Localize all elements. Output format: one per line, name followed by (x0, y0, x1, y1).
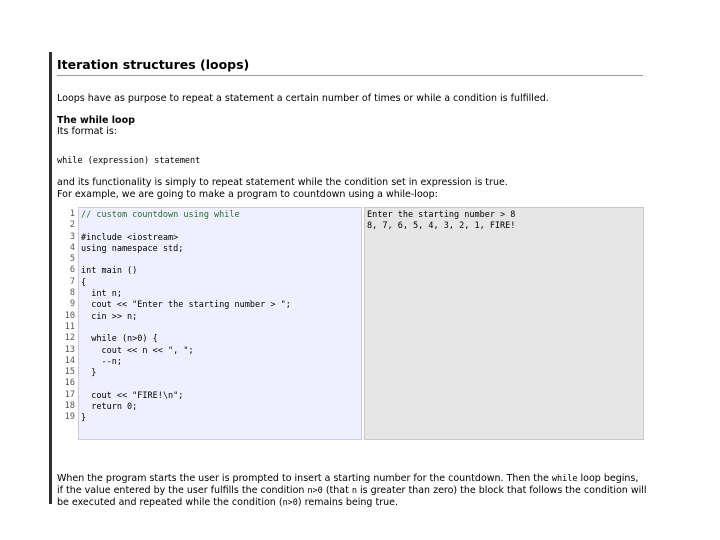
left-margin-rule (49, 52, 52, 504)
line-number: 3 (69, 231, 75, 242)
code-line: { (81, 277, 87, 288)
explanation-paragraph (57, 473, 647, 509)
inline-code: n>0 (282, 497, 298, 508)
format-text: Its format is: (57, 126, 118, 137)
footer-text: is greater than zero) the block that follows the condition will be executed and repeated while the condition ( (57, 484, 647, 508)
inline-code: n>0 (307, 485, 323, 496)
code-line: cin >> n; (81, 311, 138, 322)
code-line (81, 323, 291, 334)
code-line (81, 255, 291, 266)
code-line: cout << "Enter the starting number > "; (81, 300, 291, 311)
footer-text: loop begins, if the value entered by the user fulfills the condition (57, 472, 639, 496)
line-number: 10 (64, 310, 75, 321)
line-number: 8 (69, 288, 75, 299)
code-line: // custom countdown using while (81, 210, 240, 220)
code-line: using namespace std; (81, 243, 184, 254)
footer-text: (that (322, 484, 352, 496)
code-example (58, 207, 643, 440)
line-number: 1 (69, 209, 75, 219)
line-number: 4 (69, 242, 75, 253)
line-number: 6 (69, 265, 75, 276)
line-number: 13 (64, 344, 75, 355)
line-number: 15 (64, 367, 75, 378)
line-number: 17 (64, 389, 75, 400)
line-number: 11 (64, 321, 75, 332)
page-title: Iteration structures (loops) (57, 57, 643, 76)
code-line: } (81, 368, 97, 379)
code-line: int n; (81, 289, 122, 300)
code-line: while (n>0) { (81, 334, 158, 345)
code-line: cout << "FIRE!\n"; (81, 390, 184, 401)
code-line: --n; (81, 356, 122, 367)
code-line: return 0; (81, 402, 138, 413)
inline-code: n (351, 485, 357, 496)
inline-code: while (551, 473, 578, 484)
line-number: 2 (69, 220, 75, 231)
code-line (81, 379, 291, 390)
line-number: 12 (64, 333, 75, 344)
footer-text: ) remains being true. (297, 496, 398, 508)
code-line: cout << n << ", "; (81, 345, 194, 356)
code-line: #include <iostream> (81, 232, 179, 243)
code-line: } (81, 413, 87, 424)
line-number-gutter (58, 207, 77, 440)
line-number: 14 (64, 355, 75, 366)
line-number: 7 (69, 276, 75, 287)
line-number: 18 (64, 401, 75, 412)
line-number: 16 (64, 378, 75, 389)
line-number: 5 (69, 254, 75, 265)
line-number: 19 (64, 412, 75, 423)
output-line: Enter the starting number > 8 (367, 210, 516, 220)
document-content (57, 57, 643, 201)
code-line: int main () (81, 266, 138, 277)
description-line-2: For example, we are going to make a program to countdown using a while-loop: (57, 189, 438, 200)
line-number: 9 (69, 299, 75, 310)
intro-paragraph: Loops have as purpose to repeat a statement a certain number of times or while a condition is fulfilled. (57, 93, 549, 104)
footer-text: When the program starts the user is prompted to insert a starting number for the countdown. Then the (57, 472, 552, 484)
code-block[interactable] (78, 207, 362, 440)
code-line (81, 221, 291, 232)
program-output[interactable] (364, 207, 644, 440)
description-line-1: and its functionality is simply to repeat statement while the condition set in expression is true. (57, 177, 508, 188)
while-loop-heading: The while loop (57, 115, 135, 126)
while-syntax: while (expression) statement (57, 156, 201, 166)
output-line: 8, 7, 6, 5, 4, 3, 2, 1, FIRE! (367, 221, 516, 232)
